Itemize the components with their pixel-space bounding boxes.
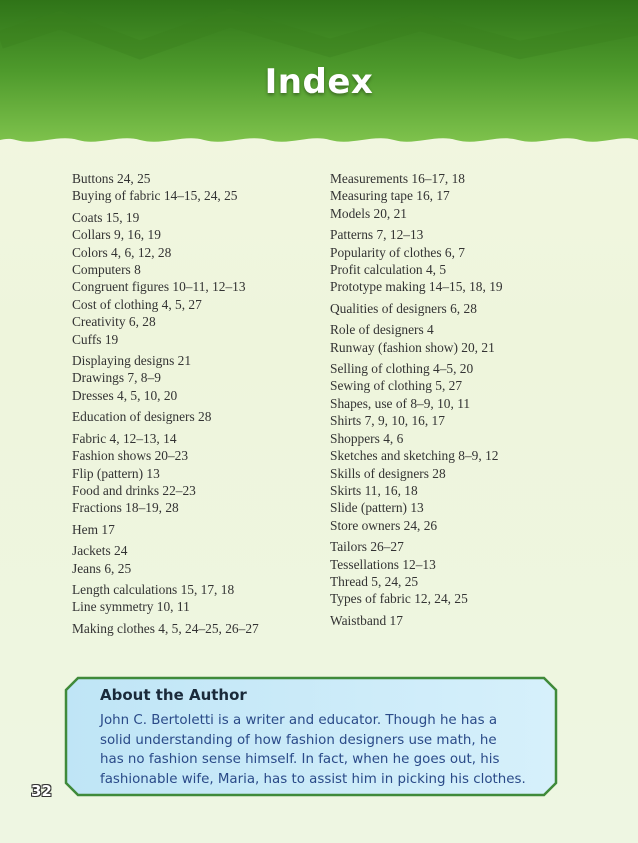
index-entry: Fabric 4, 12–13, 14 — [72, 430, 177, 446]
index-entry: Selling of clothing 4–5, 20 — [330, 361, 474, 377]
index-entry: Patterns 7, 12–13 — [330, 227, 424, 243]
index-entry: Measuring tape 16, 17 — [330, 188, 450, 204]
index-entry: Popularity of clothes 6, 7 — [330, 244, 466, 260]
index-entry: Flip (pattern) 13 — [72, 465, 160, 481]
index-entry: Congruent figures 10–11, 12–13 — [72, 279, 246, 295]
index-entry: Tailors 26–27 — [330, 539, 404, 555]
index-entry: Role of designers 4 — [330, 322, 434, 338]
index-entry: Jeans 6, 25 — [72, 560, 132, 576]
index-entry: Jackets 24 — [72, 543, 128, 559]
index-entry: Skirts 11, 16, 18 — [330, 482, 418, 498]
index-entry: Runway (fashion show) 20, 21 — [330, 339, 495, 355]
header-banner — [0, 0, 638, 150]
index-entry: Thread 5, 24, 25 — [330, 573, 419, 589]
index-entry: Colors 4, 6, 12, 28 — [72, 244, 172, 260]
index-entry: Line symmetry 10, 11 — [72, 599, 190, 615]
index-entry: Shapes, use of 8–9, 10, 11 — [330, 395, 471, 411]
index-entry: Slide (pattern) 13 — [330, 500, 424, 516]
index-column-right — [330, 170, 590, 629]
index-entry: Skills of designers 28 — [330, 465, 446, 481]
index-entry: Fractions 18–19, 28 — [72, 500, 179, 516]
about-author-line: John C. Bertoletti is a writer and educator. Though he has a — [100, 713, 498, 728]
index-entry: Qualities of designers 6, 28 — [330, 300, 477, 316]
about-author-heading: About the Author — [100, 686, 247, 704]
page-title: Index — [264, 62, 374, 102]
about-author-text — [100, 711, 540, 789]
index-entry: Computers 8 — [72, 262, 141, 278]
index-entry: Models 20, 21 — [330, 205, 407, 221]
index-entry: Sewing of clothing 5, 27 — [330, 378, 463, 394]
index-entry: Hem 17 — [72, 521, 115, 537]
index-entry: Tessellations 12–13 — [330, 556, 436, 572]
index-entry: Making clothes 4, 5, 24–25, 26–27 — [72, 620, 259, 636]
index-entry: Store owners 24, 26 — [330, 517, 438, 533]
index-entry: Shirts 7, 9, 10, 16, 17 — [330, 413, 445, 429]
page-number: 32 — [31, 782, 52, 800]
index-entry: Buying of fabric 14–15, 24, 25 — [72, 188, 238, 204]
index-entry: Fashion shows 20–23 — [72, 448, 189, 464]
about-author-line: has no fashion sense himself. In fact, when he goes out, his — [100, 752, 500, 767]
index-entry: Coats 15, 19 — [72, 209, 140, 225]
index-entry: Creativity 6, 28 — [72, 314, 156, 330]
about-author-line: fashionable wife, Maria, has to assist him in picking his clothes. — [100, 771, 526, 787]
index-entry: Prototype making 14–15, 18, 19 — [330, 279, 503, 295]
index-entry: Displaying designs 21 — [72, 353, 192, 369]
index-entry: Length calculations 15, 17, 18 — [72, 581, 235, 597]
index-entry: Cuffs 19 — [72, 331, 119, 347]
index-entry: Education of designers 28 — [72, 409, 212, 425]
index-entry: Profit calculation 4, 5 — [330, 262, 447, 278]
index-entry: Dresses 4, 5, 10, 20 — [72, 387, 178, 403]
index-entry: Buttons 24, 25 — [72, 171, 151, 186]
about-author-line: solid understanding of how fashion designers use math, he — [100, 732, 497, 748]
index-entry: Drawings 7, 8–9 — [72, 370, 161, 386]
index-column-left — [72, 170, 312, 637]
index-entry: Food and drinks 22–23 — [72, 482, 196, 498]
index-entry: Waistband 17 — [330, 612, 403, 628]
index-entry: Measurements 16–17, 18 — [330, 171, 465, 186]
index-entry: Shoppers 4, 6 — [330, 430, 404, 446]
index-entry: Types of fabric 12, 24, 25 — [330, 591, 468, 607]
index-entry: Collars 9, 16, 19 — [72, 227, 161, 243]
index-entry: Cost of clothing 4, 5, 27 — [72, 296, 202, 312]
index-entry: Sketches and sketching 8–9, 12 — [330, 448, 499, 464]
